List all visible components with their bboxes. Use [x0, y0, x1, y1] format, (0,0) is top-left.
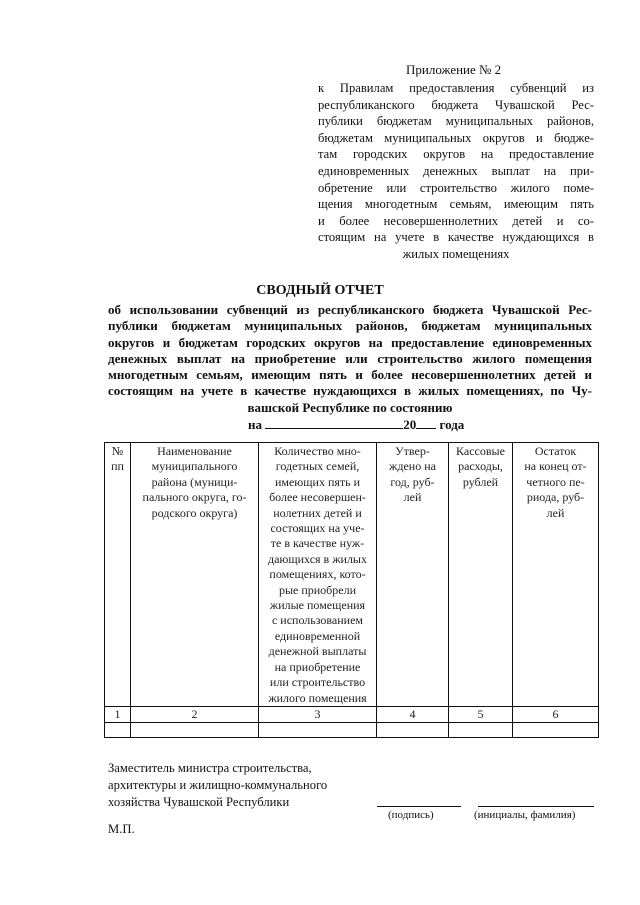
name-caption: (инициалы, фамилия): [474, 809, 576, 821]
appendix-line: единовременных денежных выплат на при-: [318, 163, 594, 178]
column-number: 1: [105, 706, 131, 722]
header-line: Остаток: [534, 444, 577, 458]
position-line: хозяйства Чувашской Республики: [108, 795, 290, 809]
header-line: лей: [403, 490, 422, 505]
date-year: 20: [403, 417, 417, 432]
table-row: [105, 722, 599, 737]
header-line: те в качестве нуж-: [270, 536, 365, 551]
table-cell: [513, 722, 599, 737]
table-header-row: [105, 443, 599, 707]
subtitle-line: округов и бюджетам городских округов на предоставление единовременных: [108, 334, 592, 350]
subtitle-line: публики бюджетам муниципальных районов, бюджетам муниципальных: [108, 318, 592, 334]
header-line: родского округа): [151, 505, 238, 520]
stamp-place: М.П.: [108, 822, 135, 836]
header-line: лей: [546, 505, 565, 520]
name-line: [478, 806, 594, 807]
appendix-line: республиканского бюджета Чувашской Рес-: [318, 97, 594, 112]
subtitle-line: многодетным семьям, имеющим пять и более несовершеннолетних детей и: [108, 367, 592, 383]
column-number-row: [105, 706, 599, 722]
date-prefix: на: [248, 417, 262, 432]
header-line: более несовершен-: [269, 490, 366, 505]
header-balance: [513, 443, 599, 707]
table-cell: [377, 722, 449, 737]
header-line: ждено на: [389, 459, 436, 474]
header-line: жилого помещения: [268, 690, 367, 705]
column-number: 2: [131, 706, 259, 722]
header-line: на конец от-: [524, 459, 587, 474]
header-line: пального округа, го-: [142, 490, 247, 505]
header-expenses: [449, 443, 513, 707]
table-cell: [449, 722, 513, 737]
header-district: [131, 443, 259, 707]
year-blank: [416, 416, 436, 429]
appendix-line: щения многодетным семьям, имеющим пять: [318, 197, 594, 212]
column-number: 6: [513, 706, 599, 722]
position-line: архитектуры и жилищно-коммунального: [108, 778, 328, 792]
header-line: рые приобрели: [278, 582, 357, 597]
header-line: Наименование: [157, 444, 232, 458]
appendix-line: и более несовершеннолетних детей и со-: [318, 213, 594, 228]
header-line: №: [111, 444, 124, 458]
header-line: денежной выплаты: [268, 644, 367, 659]
appendix-line: жилых помещениях: [402, 246, 510, 261]
signature-caption: (подпись): [388, 809, 434, 821]
header-line: риода, руб-: [526, 490, 585, 505]
position-line: Заместитель министра строительства,: [108, 761, 312, 775]
report-subtitle: [108, 302, 592, 416]
header-line: четного пе-: [526, 474, 585, 489]
header-line: на приобретение: [274, 659, 361, 674]
subtitle-line: состоящим на учете в качестве нуждающихся в жилых помещениях, по Чу-: [108, 383, 592, 399]
signature-line: [377, 806, 461, 807]
header-line: района (муници-: [151, 474, 238, 489]
header-line: помещениях, кото-: [269, 567, 366, 582]
date-suffix: года: [439, 417, 465, 432]
appendix-line: там городских округов на предоставление: [318, 147, 594, 162]
header-line: муниципального: [151, 459, 238, 474]
subtitle-line: вашской Республике по состоянию: [247, 399, 453, 415]
header-line: Кассовые: [456, 444, 505, 458]
header-line: дающихся в жилых: [268, 551, 367, 566]
appendix-line: стоящим на учете в качестве нуждающихся в: [318, 230, 594, 245]
header-line: единовременной: [274, 628, 361, 643]
table-cell: [131, 722, 259, 737]
report-title: СВОДНЫЙ ОТЧЕТ: [256, 283, 384, 298]
appendix-line: публики бюджетам муниципальных районов,: [318, 114, 594, 129]
header-line: рублей: [462, 474, 499, 489]
header-line: год, руб-: [390, 474, 435, 489]
column-number: 5: [449, 706, 513, 722]
header-approved: [377, 443, 449, 707]
header-line: нолетних детей и: [273, 505, 362, 520]
appendix-body: [318, 80, 594, 263]
subtitle-line: об использовании субвенций из республиканского бюджета Чувашской Рес-: [108, 302, 592, 317]
header-line: годетных семей,: [275, 459, 360, 474]
appendix-line: к Правилам предоставления субвенций из: [318, 81, 594, 95]
header-number: [105, 443, 131, 707]
header-line: расходы,: [458, 459, 503, 474]
header-line: состоящих на уче-: [270, 521, 365, 536]
subtitle-line: денежных выплат на приобретение или строительство жилого помещения: [108, 350, 592, 366]
header-families: [259, 443, 377, 707]
header-line: с использованием: [271, 613, 364, 628]
report-table: [104, 442, 599, 738]
date-blank: [265, 416, 403, 429]
signature-position: [108, 760, 327, 811]
header-line: жилые помещения: [269, 598, 366, 613]
header-line: имеющих пять и: [274, 474, 361, 489]
table-cell: [259, 722, 377, 737]
header-line: Количество мно-: [274, 444, 361, 458]
table-cell: [105, 722, 131, 737]
date-line: [248, 416, 464, 433]
column-number: 3: [259, 706, 377, 722]
header-line: Утвер-: [395, 444, 430, 458]
appendix-line: бюджетам муниципальных округов и бюдже-: [318, 130, 594, 145]
header-line: пп: [111, 459, 124, 474]
header-line: или строительство: [269, 675, 366, 690]
column-number: 4: [377, 706, 449, 722]
appendix-title: Приложение № 2: [406, 62, 502, 77]
appendix-line: обретение или строительство жилого поме-: [318, 180, 594, 195]
